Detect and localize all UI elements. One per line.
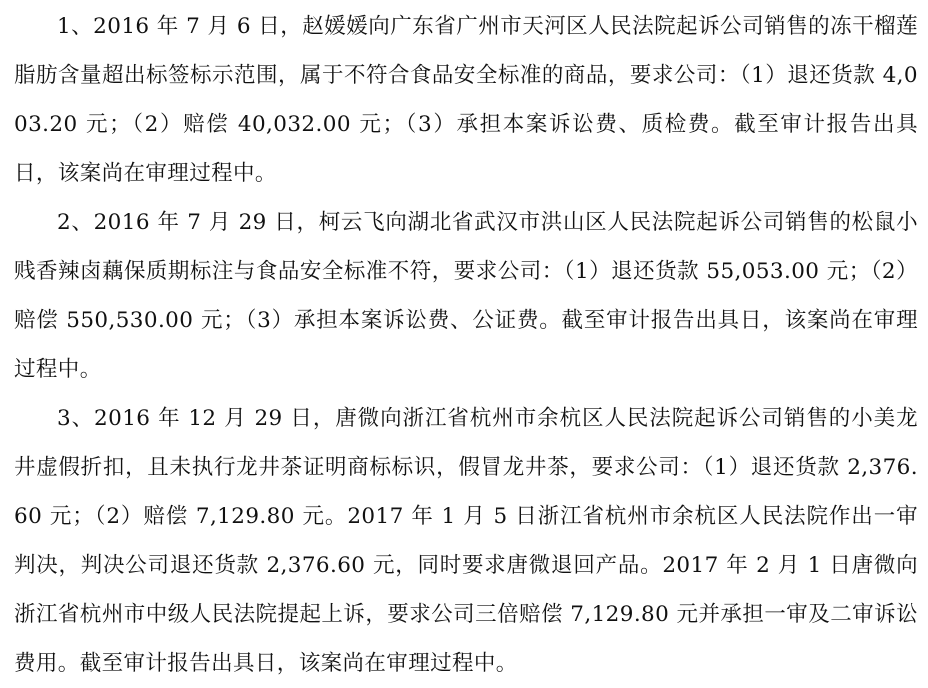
paragraph-case-2: 2、2016 年 7 月 29 日，柯云飞向湖北省武汉市洪山区人民法院起诉公司销售的松鼠小贱香辣卤藕保质期标注与食品安全标准不符，要求公司：（1）退还货款 55,053.00 元；（2）赔偿 550,530.00 元；（3）承担本案诉讼费、公证费。截至审计报告出具日，该案尚在审理过程中。	[14, 210, 918, 382]
document-body	[14, 2, 918, 688]
paragraph-case-1: 1、2016 年 7 月 6 日，赵媛媛向广东省广州市天河区人民法院起诉公司销售的冻干榴莲脂肪含量超出标签标示范围，属于不符合食品安全标准的商品，要求公司：（1）退还货款 4,003.20 元；（2）赔偿 40,032.00 元；（3）承担本案诉讼费、质检费。截至审计报告出具日，该案尚在审理过程中。	[14, 14, 918, 186]
paragraph-case-3: 3、2016 年 12 月 29 日，唐微向浙江省杭州市余杭区人民法院起诉公司销售的小美龙井虚假折扣，且未执行龙井茶证明商标标识，假冒龙井茶，要求公司：（1）退还货款 2,376.60 元；（2）赔偿 7,129.80 元。2017 年 1 月 5 日浙江省杭州市余杭区人民法院作出一审判决，判决公司退还货款 2,376.60 元，同时要求唐微退回产品。2017 年 2 月 1 日唐微向浙江省杭州市中级人民法院提起上诉，要求公司三倍赔偿 7,129.80 元并承担一审及二审诉讼费用。截至审计报告出具日，该案尚在审理过程中。	[14, 406, 918, 676]
